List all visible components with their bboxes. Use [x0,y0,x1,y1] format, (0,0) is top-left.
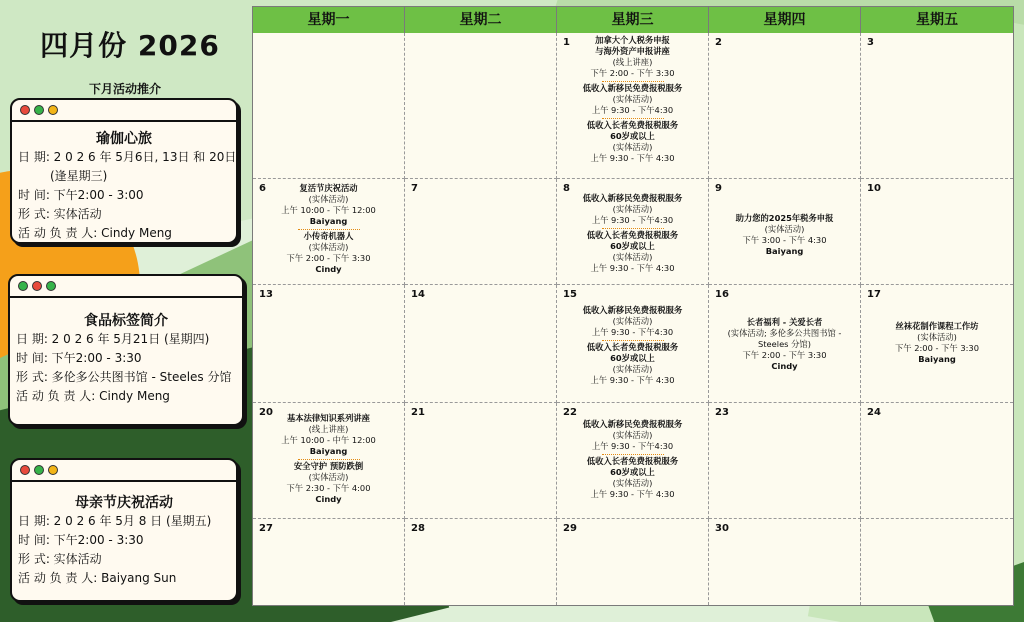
card-format: 形 式: 多伦多公共图书馆 - Steeles 分馆 [16,370,232,384]
event-time: 下午 2:00 - 下午 3:30 [590,68,675,78]
event-title: 低收入新移民免费报税服务 [582,419,683,429]
day-number: 9 [715,183,722,194]
day-number: 17 [867,289,881,300]
card-date: 日 期: 2 0 2 6 年 5月6日, 13日 和 20日 [18,150,237,164]
day-number: 24 [867,407,881,418]
event-title-line2: 60岁或以上 [610,467,655,477]
day-cell [557,519,709,605]
event-list [709,317,860,372]
event-time: 上午 9:30 - 下午4:30 [591,327,674,337]
event-mode: (实体活动; 多伦多公共图书馆 - [727,328,842,338]
day-cell [405,179,557,285]
event-time: 上午 10:00 - 中午 12:00 [281,435,376,445]
event-time: 下午 2:30 - 下午 4:00 [286,483,371,493]
card-date: 日 期: 2 0 2 6 年 5月 8 日 (星期五) [18,514,212,528]
event-time: 下午 2:00 - 下午 3:30 [286,253,371,263]
event-time: 上午 9:30 - 下午4:30 [591,215,674,225]
event-title: 低收入长者免费报税服务 [586,342,679,352]
day-number: 21 [411,407,425,418]
day-cell [253,33,405,179]
day-cell [253,285,405,403]
day-cell [253,519,405,605]
day-cell [405,285,557,403]
day-number: 7 [411,183,418,194]
event-time: 下午 2:00 - 下午 3:30 [895,343,979,353]
event-title: 复活节庆祝活动 [299,183,358,193]
event-mode: (实体活动) [612,94,653,104]
card-format: 形 式: 实体活动 [18,207,102,221]
event-mode: (实体活动) [308,472,349,482]
day-number: 15 [563,289,577,300]
event-mode: (实体活动) [917,332,957,342]
event-list [557,193,708,274]
day-cell [405,519,557,605]
event-title: 低收入新移民免费报税服务 [582,193,683,203]
page-subtitle: 下月活动推介 [88,82,161,96]
event-title: 低收入新移民免费报税服务 [582,83,683,93]
day-cell-apr8 [557,179,709,285]
weekday-header-mon: 星期一 [253,7,405,33]
promo-card-food-label [8,274,244,426]
day-number: 2 [715,37,722,48]
card-host: 活 动 负 责 人: Cindy Meng [18,226,172,240]
day-number: 8 [563,183,570,194]
event-list [557,35,708,164]
day-number: 27 [259,523,273,534]
event-title: 基本法律知识系列讲座 [287,413,370,423]
event-time: 上午 9:30 - 下午 4:30 [590,153,675,163]
day-cell-apr6 [253,179,405,285]
event-title-line2: 60岁或以上 [610,353,655,363]
event-list [861,321,1013,365]
calendar [252,6,1014,606]
event-list [557,305,708,386]
day-cell [709,403,861,519]
event-mode-line2: Steeles 分馆) [758,339,811,349]
day-cell [709,33,861,179]
day-cell [405,33,557,179]
event-separator [602,118,664,119]
event-title-line2: 与海外资产申报讲座 [595,46,670,56]
day-number: 3 [867,37,874,48]
event-separator [298,229,360,230]
event-list [557,419,708,500]
day-cell-apr15 [557,285,709,403]
day-number: 1 [563,37,570,48]
card-date-note: (逢星期三) [50,169,108,183]
event-list [253,183,404,275]
event-title: 加拿大个人税务申报 [595,35,670,45]
event-title: 低收入长者免费报税服务 [586,230,679,240]
event-time: 下午 2:00 - 下午 3:30 [742,350,827,360]
day-cell-apr9 [709,179,861,285]
event-separator [602,228,664,229]
window-dots [12,460,236,482]
day-number: 22 [563,407,577,418]
event-time: 下午 3:00 - 下午 4:30 [742,235,827,245]
promo-card-mothers-day [10,458,238,602]
card-format: 形 式: 实体活动 [18,552,102,566]
day-number: 28 [411,523,425,534]
weekday-header-wed: 星期三 [557,7,709,33]
window-dots [12,100,236,122]
card-title: 食品标签简介 [84,313,168,329]
day-number: 30 [715,523,729,534]
day-number: 14 [411,289,425,300]
event-host: Baiyang [918,354,956,364]
event-title: 助力您的2025年税务申报 [735,213,834,223]
card-host: 活 动 负 责 人: Baiyang Sun [18,571,177,585]
event-mode: (实体活动) [612,364,653,374]
event-host: Baiyang [309,216,348,226]
event-time: 上午 9:30 - 下午 4:30 [590,263,675,273]
event-separator [602,340,664,341]
event-mode: (实体活动) [612,430,653,440]
event-separator [298,459,360,460]
day-cell [861,33,1013,179]
event-separator [602,454,664,455]
day-number: 6 [259,183,266,194]
event-time: 上午 10:00 - 下午 12:00 [281,205,376,215]
event-mode: (实体活动) [612,204,653,214]
day-cell [861,403,1013,519]
event-time: 上午 9:30 - 下午4:30 [591,441,674,451]
event-mode: (线上讲座) [612,57,653,67]
day-cell [709,519,861,605]
event-time: 上午 9:30 - 下午4:30 [591,105,674,115]
event-title-line2: 60岁或以上 [610,241,655,251]
event-mode: (线上讲座) [308,424,349,434]
day-cell-apr17 [861,285,1013,403]
day-cell-apr20 [253,403,405,519]
event-title: 长者福利 - 关爱长者 [746,317,823,327]
event-time: 上午 9:30 - 下午 4:30 [590,489,675,499]
page-title: 四月份 2026 [40,29,220,62]
day-number: 16 [715,289,729,300]
event-title: 低收入长者免费报税服务 [586,120,679,130]
weekday-header-tue: 星期二 [405,7,557,33]
day-cell [861,519,1013,605]
day-cell [405,403,557,519]
day-cell-apr16 [709,285,861,403]
event-mode: (实体活动) [612,478,653,488]
event-mode: (实体活动) [308,194,349,204]
day-number: 13 [259,289,273,300]
event-mode: (实体活动) [612,252,653,262]
event-mode: (实体活动) [764,224,805,234]
event-title: 低收入长者免费报税服务 [586,456,679,466]
promo-card-yoga [10,98,238,244]
event-host: Cindy [315,494,342,504]
card-host: 活 动 负 责 人: Cindy Meng [16,389,170,403]
window-dots [10,276,242,298]
day-number: 10 [867,183,881,194]
event-title: 丝袜花制作课程工作坊 [895,321,979,331]
card-title: 母亲节庆祝活动 [75,495,173,511]
event-mode: (实体活动) [612,316,653,326]
card-date: 日 期: 2 0 2 6 年 5月21日 (星期四) [16,332,210,346]
event-mode: (实体活动) [612,142,653,152]
event-host: Cindy [771,361,798,371]
day-cell [861,179,1013,285]
day-cell-apr22 [557,403,709,519]
day-number: 23 [715,407,729,418]
event-mode: (实体活动) [308,242,349,252]
day-cell-apr1 [557,33,709,179]
weekday-header-thu: 星期四 [709,7,861,33]
event-host: Cindy [315,264,342,274]
card-title: 瑜伽心旅 [96,131,152,147]
event-host: Baiyang [765,246,804,256]
day-number: 20 [259,407,273,418]
event-host: Baiyang [309,446,348,456]
card-time: 时 间: 下午2:00 - 3:30 [18,533,144,547]
event-separator [602,81,664,82]
event-title: 小传奇机器人 [303,231,354,241]
event-title: 低收入新移民免费报税服务 [582,305,683,315]
event-title-line2: 60岁或以上 [610,131,655,141]
event-list [709,213,860,257]
event-time: 上午 9:30 - 下午 4:30 [590,375,675,385]
card-time: 时 间: 下午2:00 - 3:00 [18,188,144,202]
event-title: 安全守护 预防跌倒 [293,461,364,471]
event-list [253,413,404,505]
day-number: 29 [563,523,577,534]
weekday-header-fri: 星期五 [861,7,1013,33]
card-time: 时 间: 下午2:00 - 3:30 [16,351,142,365]
